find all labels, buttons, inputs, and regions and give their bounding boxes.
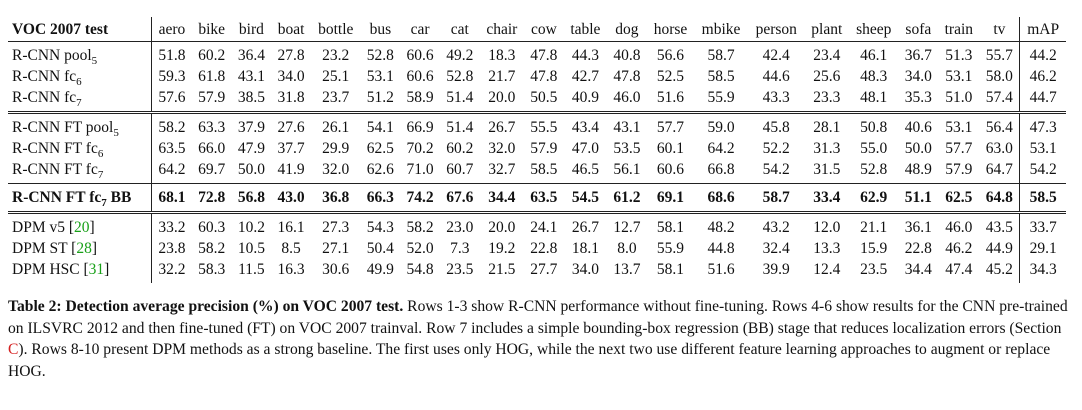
- cell-cow: 55.5: [524, 113, 564, 139]
- cell-cow: 50.5: [530, 89, 558, 106]
- cell-bottle: 27.1: [322, 240, 350, 257]
- column-header-bike: bike: [192, 17, 232, 42]
- cell-plant: 28.1: [805, 113, 849, 139]
- row-label-text: R-CNN fc: [12, 68, 77, 85]
- row-label-text: R-CNN fc: [12, 89, 77, 106]
- cell-map: 34.3: [1020, 259, 1066, 283]
- cell-plant: 31.3: [813, 140, 841, 157]
- cell-cat: 67.6: [440, 184, 480, 213]
- row-label: [8, 66, 152, 87]
- cell-bottle: 25.1: [322, 68, 350, 85]
- row-label: [8, 238, 152, 259]
- cell-bird: 56.8: [232, 184, 272, 213]
- cell-train: 57.9: [945, 161, 973, 178]
- cell-sofa: 34.0: [904, 68, 932, 85]
- cell-mbike: 59.0: [694, 113, 748, 139]
- cell-bike: 60.2: [198, 47, 226, 64]
- cell-bus: 51.2: [366, 89, 394, 106]
- column-header-horse: horse: [647, 17, 694, 42]
- cell-chair: 20.0: [488, 89, 516, 106]
- row-label: [8, 138, 152, 159]
- cell-mbike: 58.7: [707, 47, 735, 64]
- table-header: [8, 17, 1066, 42]
- cell-plant: 31.5: [813, 161, 841, 178]
- cell-aero: 32.2: [158, 261, 186, 278]
- cell-car: 58.2: [400, 213, 440, 239]
- row-label-suffix: BB: [106, 189, 132, 206]
- cell-car: 71.0: [406, 161, 434, 178]
- column-header-cow: cow: [524, 17, 564, 42]
- table-row: [8, 213, 1066, 239]
- cell-cow: 58.5: [530, 161, 558, 178]
- cell-dog: 53.5: [613, 140, 641, 157]
- cell-bottle: 27.3: [311, 213, 361, 239]
- cell-bike: 61.8: [198, 68, 226, 85]
- cell-train: 57.7: [945, 140, 973, 157]
- caption-title: Table 2: Detection average precision (%) on VOC 2007 test.: [8, 298, 404, 315]
- row-label-text: R-CNN FT fc: [12, 189, 102, 206]
- cell-chair: 20.0: [480, 213, 524, 239]
- cell-table: 47.0: [571, 140, 599, 157]
- cell-cat: 51.4: [440, 113, 480, 139]
- cell-bike: 58.2: [198, 240, 226, 257]
- column-header-bottle: bottle: [311, 17, 361, 42]
- cell-car: 52.0: [406, 240, 434, 257]
- cell-table: 46.5: [571, 161, 599, 178]
- cell-mbike: 44.8: [707, 240, 735, 257]
- caption-section-link[interactable]: C: [8, 341, 19, 358]
- cell-train: 53.1: [938, 113, 979, 139]
- row-label-text: R-CNN FT pool: [12, 119, 114, 136]
- table-row: [8, 238, 1066, 259]
- cell-tv: 56.4: [979, 113, 1019, 139]
- cell-map: 33.7: [1020, 213, 1066, 239]
- cell-horse: 56.6: [656, 47, 685, 64]
- table-row: [8, 42, 1066, 67]
- column-header-chair: chair: [480, 17, 524, 42]
- cell-sofa: 36.1: [898, 213, 938, 239]
- table-row: [8, 138, 1066, 159]
- cell-bus: 53.1: [366, 68, 394, 85]
- cell-chair: 32.7: [488, 161, 516, 178]
- cell-train: 62.5: [938, 184, 979, 213]
- cell-table: 26.7: [564, 213, 607, 239]
- cell-boat: 27.8: [277, 47, 305, 64]
- cell-cat: 60.7: [446, 161, 474, 178]
- cell-table: 34.0: [571, 261, 599, 278]
- cell-bike: 66.0: [198, 140, 226, 157]
- cell-sheep: 48.3: [860, 68, 888, 85]
- row-label: [8, 259, 152, 283]
- cell-map: 54.2: [1020, 159, 1066, 184]
- cell-dog: 47.8: [613, 68, 641, 85]
- cell-horse: 51.6: [656, 89, 685, 106]
- cell-cow: 47.8: [530, 47, 558, 64]
- cell-sofa: 48.9: [904, 161, 932, 178]
- row-group: [8, 213, 1066, 284]
- row-label: [8, 42, 152, 67]
- cell-bus: 66.3: [361, 184, 401, 213]
- results-table: [8, 17, 1066, 283]
- cell-dog: 43.1: [607, 113, 647, 139]
- cell-sheep: 62.9: [849, 184, 899, 213]
- cell-train: 46.2: [945, 240, 973, 257]
- cell-cow: 22.8: [530, 240, 558, 257]
- cell-sheep: 50.8: [849, 113, 899, 139]
- cell-plant: 25.6: [813, 68, 841, 85]
- row-label-subscript: 6: [76, 76, 82, 89]
- cell-train: 53.1: [945, 68, 973, 85]
- cell-boat: 16.1: [271, 213, 311, 239]
- cell-car: 58.9: [406, 89, 434, 106]
- cell-bird: 36.4: [237, 47, 265, 64]
- cell-tv: 57.4: [985, 89, 1013, 106]
- cell-mbike: 58.5: [707, 68, 735, 85]
- cell-bottle: 36.8: [311, 184, 361, 213]
- cell-train: 51.3: [945, 47, 973, 64]
- cell-bike: 69.7: [198, 161, 226, 178]
- cell-horse: 55.9: [656, 240, 685, 257]
- cell-tv: 43.5: [979, 213, 1019, 239]
- row-label: [8, 87, 152, 113]
- table-caption: [8, 296, 1074, 382]
- cell-plant: 12.4: [813, 261, 841, 278]
- cell-sheep: 23.5: [860, 261, 888, 278]
- cell-cat: 49.2: [446, 47, 474, 64]
- cell-bottle: 32.0: [322, 161, 350, 178]
- cell-aero: 59.3: [158, 68, 186, 85]
- cell-cat: 60.2: [446, 140, 474, 157]
- cell-aero: 33.2: [152, 213, 192, 239]
- cell-sofa: 35.3: [904, 89, 932, 106]
- cell-sofa: 36.7: [904, 47, 932, 64]
- cell-dog: 12.7: [607, 213, 647, 239]
- cell-horse: 69.1: [647, 184, 694, 213]
- cell-car: 60.6: [406, 47, 434, 64]
- cell-tv: 64.8: [979, 184, 1019, 213]
- row-group: [8, 184, 1066, 213]
- caption-text-after: ). Rows 8-10 present DPM methods as a strong baseline. The first uses only HOG, while the next two use different feature learning approaches to augment or replace HOG.: [8, 341, 1051, 380]
- cell-sheep: 15.9: [860, 240, 888, 257]
- cell-aero: 64.2: [158, 161, 186, 178]
- cell-bus: 52.8: [366, 47, 394, 64]
- cell-cat: 51.4: [446, 89, 474, 106]
- row-label-text: DPM ST [: [12, 240, 77, 257]
- cell-plant: 23.4: [813, 47, 841, 64]
- cell-table: 43.4: [564, 113, 607, 139]
- column-header-aero: aero: [152, 17, 192, 42]
- table-row: [8, 113, 1066, 139]
- cell-chair: 19.2: [488, 240, 516, 257]
- cell-bike: 72.8: [192, 184, 232, 213]
- row-group: [8, 113, 1066, 184]
- column-header-sofa: sofa: [898, 17, 938, 42]
- cell-cat: 52.8: [446, 68, 474, 85]
- citation-link[interactable]: 20: [74, 219, 90, 236]
- caption-text-before: Rows 1-3 show R-CNN performance without fine-tuning. Rows 4-6 show results for the CNN pre-trained on ILSVRC 2012 and then fine-tuned (FT) on VOC 2007 trainval. Row 7 includes a simple bounding-box regression (BB) stage that reduces localization errors (Section: [8, 298, 1068, 337]
- cell-sheep: 55.0: [860, 140, 888, 157]
- cell-sofa: 51.1: [898, 184, 938, 213]
- cell-map: 44.7: [1020, 87, 1066, 113]
- cell-map: 53.1: [1020, 138, 1066, 159]
- cell-bottle: 30.6: [322, 261, 350, 278]
- cell-bus: 49.9: [366, 261, 394, 278]
- row-label: [8, 184, 152, 213]
- cell-table: 42.7: [571, 68, 599, 85]
- cell-sheep: 52.8: [860, 161, 888, 178]
- column-header-bus: bus: [361, 17, 401, 42]
- cell-tv: 55.7: [985, 47, 1013, 64]
- cell-bird: 10.2: [232, 213, 272, 239]
- cell-horse: 60.1: [656, 140, 685, 157]
- header-row: [8, 17, 1066, 42]
- cell-bus: 62.6: [366, 161, 394, 178]
- cell-boat: 27.6: [271, 113, 311, 139]
- cell-map: 44.2: [1020, 42, 1066, 67]
- cell-sofa: 34.4: [904, 261, 932, 278]
- cell-bottle: 23.7: [322, 89, 350, 106]
- row-label-subscript: 7: [76, 97, 82, 110]
- row-label: [8, 113, 152, 139]
- cell-bus: 62.5: [366, 140, 394, 157]
- cell-dog: 13.7: [613, 261, 641, 278]
- row-label-subscript: 7: [101, 197, 107, 210]
- cell-bottle: 26.1: [311, 113, 361, 139]
- citation-link[interactable]: 28: [76, 240, 92, 257]
- cell-tv: 64.7: [985, 161, 1013, 178]
- cell-cat: 23.5: [446, 261, 474, 278]
- cell-tv: 45.2: [985, 261, 1013, 278]
- cell-bird: 11.5: [238, 261, 265, 278]
- cell-table: 40.9: [571, 89, 599, 106]
- cell-cow: 27.7: [530, 261, 558, 278]
- cell-aero: 57.6: [158, 89, 186, 106]
- cell-plant: 23.3: [813, 89, 841, 106]
- row-label-subscript: 5: [91, 55, 98, 68]
- cell-person: 32.4: [762, 240, 790, 257]
- cell-mbike: 64.2: [707, 140, 735, 157]
- citation-bracket: ]: [91, 240, 97, 257]
- cell-person: 45.8: [748, 113, 805, 139]
- column-header-mbike: mbike: [694, 17, 748, 42]
- cell-boat: 37.7: [277, 140, 305, 157]
- cell-aero: 58.2: [152, 113, 192, 139]
- table-row: [8, 87, 1066, 113]
- cell-person: 43.2: [748, 213, 805, 239]
- cell-table: 54.5: [564, 184, 607, 213]
- cell-cat: 23.0: [440, 213, 480, 239]
- cell-mbike: 48.2: [694, 213, 748, 239]
- citation-bracket: ]: [104, 261, 110, 278]
- cell-bird: 47.9: [237, 140, 265, 157]
- cell-bird: 37.9: [232, 113, 272, 139]
- cell-plant: 33.4: [805, 184, 849, 213]
- cell-tv: 44.9: [985, 240, 1013, 257]
- column-header-table: table: [564, 17, 607, 42]
- cell-train: 51.0: [945, 89, 973, 106]
- column-header-dog: dog: [607, 17, 647, 42]
- column-header-bird: bird: [232, 17, 272, 42]
- cell-map: 47.3: [1020, 113, 1066, 139]
- cell-chair: 26.7: [480, 113, 524, 139]
- row-label-text: R-CNN FT fc: [12, 140, 98, 157]
- cell-boat: 34.0: [277, 68, 305, 85]
- row-label: [8, 213, 152, 239]
- cell-horse: 57.7: [647, 113, 694, 139]
- cell-tv: 58.0: [985, 68, 1013, 85]
- cell-aero: 68.1: [152, 184, 192, 213]
- cell-dog: 8.0: [617, 240, 637, 257]
- cell-car: 70.2: [406, 140, 434, 157]
- cell-bird: 10.5: [237, 240, 265, 257]
- cell-bike: 60.3: [192, 213, 232, 239]
- cell-dog: 61.2: [607, 184, 647, 213]
- table-row: [8, 66, 1066, 87]
- cell-bird: 50.0: [237, 161, 265, 178]
- row-label-text: R-CNN FT fc: [12, 161, 98, 178]
- cell-bus: 54.1: [361, 113, 401, 139]
- column-header-sheep: sheep: [849, 17, 899, 42]
- cell-sofa: 40.6: [898, 113, 938, 139]
- cell-boat: 41.9: [277, 161, 305, 178]
- row-label-text: R-CNN pool: [12, 47, 92, 64]
- cell-bus: 50.4: [366, 240, 394, 257]
- cell-person: 43.3: [762, 89, 790, 106]
- cell-chair: 18.3: [488, 47, 516, 64]
- cell-bird: 38.5: [237, 89, 265, 106]
- cell-boat: 16.3: [277, 261, 305, 278]
- column-header-car: car: [400, 17, 440, 42]
- cell-cow: 47.8: [530, 68, 558, 85]
- cell-sheep: 46.1: [860, 47, 888, 64]
- cell-bottle: 23.2: [322, 47, 350, 64]
- cell-bus: 54.3: [361, 213, 401, 239]
- row-label-text: DPM v5 [: [12, 219, 75, 236]
- cell-tv: 63.0: [985, 140, 1013, 157]
- cell-car: 54.8: [406, 261, 434, 278]
- cell-car: 74.2: [400, 184, 440, 213]
- table-row: [8, 259, 1066, 283]
- column-header-boat: boat: [271, 17, 311, 42]
- cell-horse: 60.6: [656, 161, 685, 178]
- cell-horse: 58.1: [656, 261, 685, 278]
- table-row: [8, 184, 1066, 213]
- cell-sheep: 21.1: [849, 213, 899, 239]
- cell-chair: 32.0: [488, 140, 516, 157]
- column-header-person: person: [748, 17, 805, 42]
- cell-bike: 58.3: [198, 261, 226, 278]
- cell-boat: 31.8: [277, 89, 305, 106]
- cell-person: 58.7: [748, 184, 805, 213]
- cell-car: 60.6: [406, 68, 434, 85]
- cell-map: 46.2: [1020, 66, 1066, 87]
- column-header-tv: tv: [979, 17, 1019, 42]
- column-header-cat: cat: [440, 17, 480, 42]
- cell-sofa: 22.8: [904, 240, 932, 257]
- cell-aero: 23.8: [158, 240, 186, 257]
- cell-sheep: 48.1: [860, 89, 888, 106]
- cell-aero: 63.5: [158, 140, 186, 157]
- cell-cow: 57.9: [530, 140, 558, 157]
- column-header-map: mAP: [1020, 17, 1066, 42]
- cell-dog: 40.8: [613, 47, 641, 64]
- cell-person: 54.2: [762, 161, 790, 178]
- row-group: [8, 42, 1066, 113]
- cell-bird: 43.1: [237, 68, 265, 85]
- citation-link[interactable]: 31: [88, 261, 105, 278]
- table-row: [8, 159, 1066, 184]
- cell-map: 58.5: [1020, 184, 1066, 213]
- cell-horse: 58.1: [647, 213, 694, 239]
- row-label-subscript: 6: [97, 148, 104, 161]
- cell-horse: 52.5: [656, 68, 685, 85]
- cell-cow: 24.1: [524, 213, 564, 239]
- cell-boat: 8.5: [281, 240, 301, 257]
- cell-boat: 43.0: [271, 184, 311, 213]
- cell-map: 29.1: [1020, 238, 1066, 259]
- cell-chair: 34.4: [480, 184, 524, 213]
- cell-person: 44.6: [762, 68, 790, 85]
- row-label: [8, 159, 152, 184]
- cell-table: 18.1: [571, 240, 599, 257]
- cell-mbike: 66.8: [707, 161, 735, 178]
- cell-mbike: 68.6: [694, 184, 748, 213]
- cell-sofa: 50.0: [904, 140, 932, 157]
- row-label-subscript: 7: [97, 169, 104, 182]
- cell-aero: 51.8: [158, 47, 186, 64]
- column-header-plant: plant: [805, 17, 849, 42]
- citation-bracket: ]: [89, 219, 95, 236]
- cell-person: 52.2: [762, 140, 790, 157]
- cell-bike: 57.9: [198, 89, 226, 106]
- cell-plant: 13.3: [813, 240, 841, 257]
- cell-train: 46.0: [938, 213, 979, 239]
- cell-train: 47.4: [945, 261, 973, 278]
- cell-cat: 7.3: [450, 240, 470, 257]
- cell-chair: 21.5: [488, 261, 516, 278]
- cell-person: 39.9: [762, 261, 790, 278]
- cell-dog: 56.1: [613, 161, 641, 178]
- cell-bottle: 29.9: [322, 140, 350, 157]
- cell-person: 42.4: [762, 47, 790, 64]
- cell-dog: 46.0: [613, 89, 641, 106]
- cell-plant: 12.0: [805, 213, 849, 239]
- cell-car: 66.9: [400, 113, 440, 139]
- cell-chair: 21.7: [488, 68, 516, 85]
- header-label: VOC 2007 test: [8, 17, 152, 42]
- cell-bike: 63.3: [192, 113, 232, 139]
- row-label-subscript: 5: [113, 127, 119, 140]
- cell-cow: 63.5: [524, 184, 564, 213]
- cell-table: 44.3: [571, 47, 599, 64]
- cell-mbike: 51.6: [707, 261, 735, 278]
- row-label-text: DPM HSC [: [12, 261, 89, 278]
- column-header-train: train: [938, 17, 979, 42]
- cell-mbike: 55.9: [707, 89, 735, 106]
